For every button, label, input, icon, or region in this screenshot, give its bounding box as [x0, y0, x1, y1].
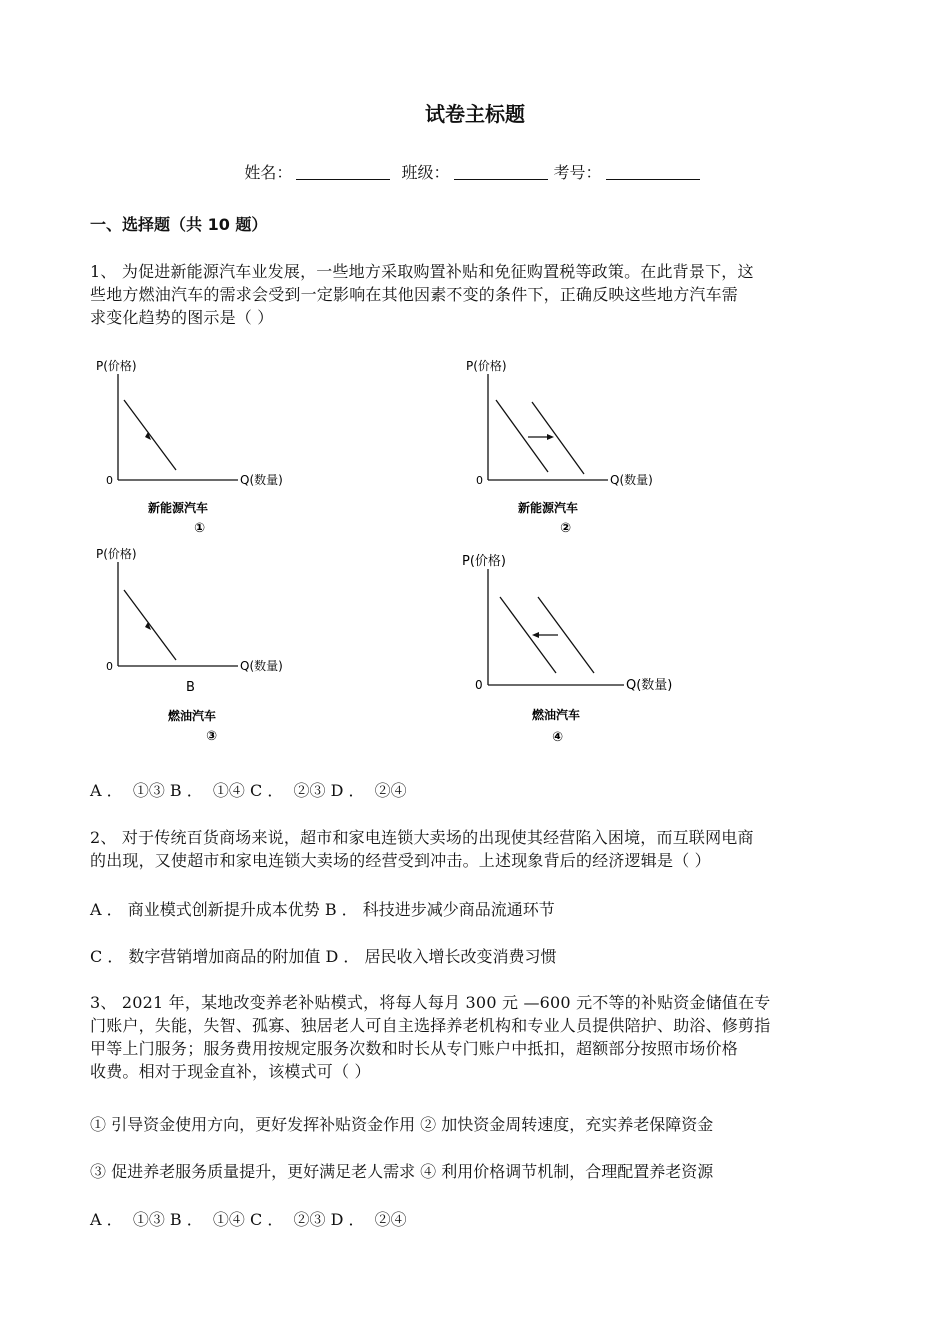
question-1-options[interactable]: A ． ①③ B ． ①④ C ． ②③ D ． ②④ [90, 781, 407, 800]
y-axis-label: P(价格) [96, 547, 137, 561]
y-axis-label: P(价格) [462, 554, 506, 569]
graph-number: ① [194, 521, 206, 536]
graph-number: ③ [206, 729, 218, 744]
name-label: 姓名： [244, 163, 293, 182]
graph-caption: 燃油汽车 [532, 708, 581, 722]
stem-line: 甲等上门服务；服务费用按规定服务次数和时长从专门账户中抵扣，超额部分按照市场价格 [90, 1039, 739, 1058]
class-label: 班级： [401, 163, 450, 182]
graph-caption: 燃油汽车 [168, 709, 217, 723]
graph-1 [90, 350, 330, 540]
stem-line: 3、 2021 年，某地改变养老补贴模式，将每人每月 300 元 —600 元不等的补贴资金储值在专 [90, 993, 771, 1012]
question-3-statements-row-2: ③ 促进养老服务质量提升，更好满足老人需求 ④ 利用价格调节机制，合理配置养老资源 [90, 1162, 714, 1181]
graph-2 [460, 350, 700, 540]
stem-line: 的出现，又使超市和家电连锁大卖场的经营受到冲击。上述现象背后的经济逻辑是（ ） [90, 851, 711, 870]
x-axis-label: Q(数量) [240, 659, 283, 673]
stem-line: 些地方燃油汽车的需求会受到一定影响在其他因素不变的条件下，正确反映这些地方汽车需 [90, 285, 739, 304]
class-blank[interactable] [454, 165, 548, 180]
demand-curve [124, 400, 176, 470]
question-3-statements-row-1: ① 引导资金使用方向，更好发挥补贴资金作用 ② 加快资金周转速度，充实养老保障资金 [90, 1115, 714, 1134]
stem-line: 2、 对于传统百货商场来说，超市和家电连锁大卖场的出现使其经营陷入困境，而互联网电商 [90, 828, 754, 847]
stem-line: 1、 为促进新能源汽车业发展，一些地方采取购置补贴和免征购置税等政策。在此背景下，这 [90, 262, 754, 281]
student-info-line [0, 160, 950, 183]
graph-extra-label: B [186, 680, 195, 695]
x-axis-label: Q(数量) [240, 473, 283, 487]
stem-line: 门账户，失能，失智、孤寡、独居老人可自主选择养老机构和专业人员提供陪护、助浴、修剪指 [90, 1016, 771, 1035]
y-axis-label: P(价格) [96, 359, 137, 373]
arrow-head-right-icon [547, 434, 554, 440]
exam-no-blank[interactable] [606, 165, 700, 180]
question-2-options-row-2[interactable]: C ． 数字营销增加商品的附加值 D ． 居民收入增长改变消费习惯 [90, 947, 557, 966]
stem-line: 求变化趋势的图示是（ ） [90, 308, 274, 327]
stem-line: 收费。相对于现金直补，该模式可（ ） [90, 1062, 371, 1081]
x-axis-label: Q(数量) [610, 473, 653, 487]
question-3-options[interactable]: A ． ①③ B ． ①④ C ． ②③ D ． ②④ [90, 1210, 407, 1229]
arrow-head-left-icon [532, 632, 539, 638]
graph-number: ② [560, 521, 572, 536]
graph-4 [460, 545, 700, 750]
graph-caption: 新能源汽车 [518, 501, 579, 515]
demand-curve [124, 590, 176, 660]
y-axis-label: P(价格) [466, 359, 507, 373]
origin-label: 0 [476, 474, 483, 487]
origin-label: 0 [106, 660, 113, 673]
question-2-options-row-1[interactable]: A ． 商业模式创新提升成本优势 B ． 科技进步减少商品流通环节 [90, 900, 555, 919]
page-title: 试卷主标题 [425, 102, 525, 126]
question-2-stem [90, 826, 866, 872]
origin-label: 0 [106, 474, 113, 487]
graph-number: ④ [552, 730, 564, 745]
graph-caption: 新能源汽车 [148, 501, 209, 515]
demand-curve-original [496, 400, 548, 472]
x-axis-label: Q(数量) [626, 678, 673, 693]
demand-curve-shifted [532, 402, 584, 474]
section-heading: 一、选择题（共 10 题） [90, 215, 268, 234]
origin-label: 0 [475, 678, 483, 692]
question-3-stem [90, 991, 866, 1083]
question-1-stem [90, 260, 866, 329]
name-blank[interactable] [296, 165, 390, 180]
graph-3 [90, 538, 330, 748]
exam-no-label: 考号： [553, 163, 602, 182]
